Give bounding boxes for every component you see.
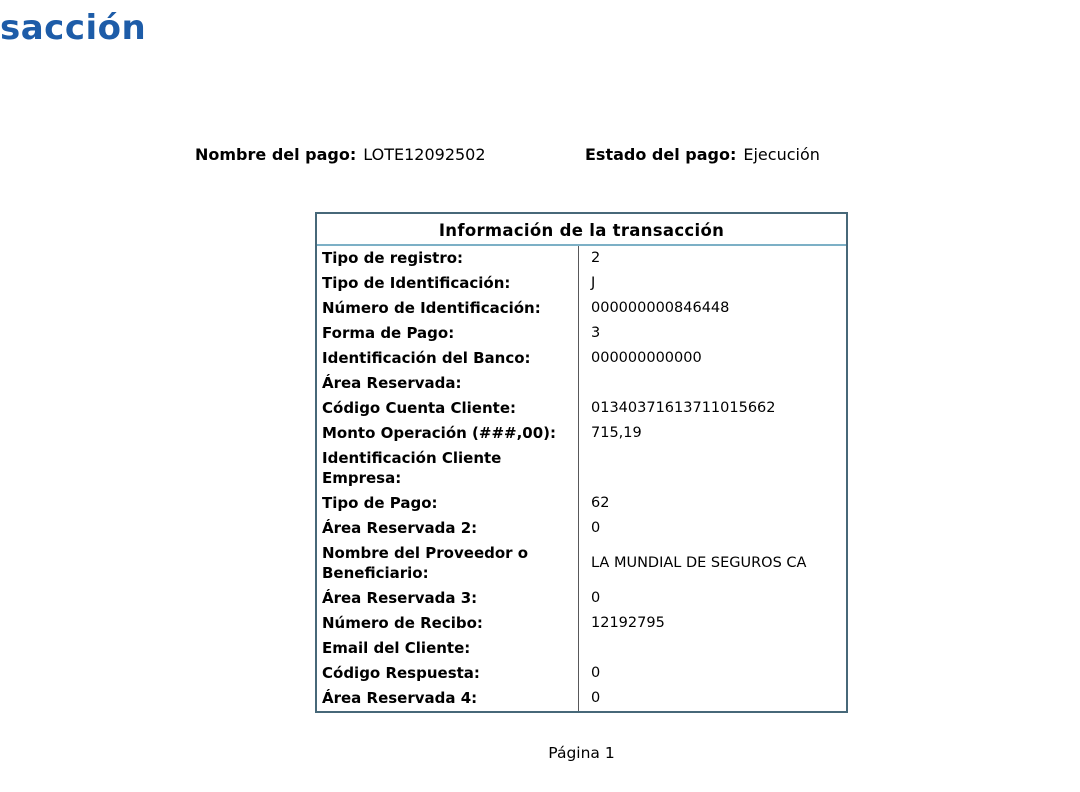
row-label: Email del Cliente: — [322, 639, 471, 657]
table-row — [317, 491, 846, 516]
table-title: Información de la transacción — [317, 214, 846, 246]
row-value — [578, 636, 846, 661]
row-value: LA MUNDIAL DE SEGUROS CA — [578, 541, 846, 586]
row-label: Área Reservada: — [322, 374, 462, 392]
row-label: Tipo de registro: — [322, 249, 464, 267]
table-row — [317, 686, 846, 711]
page-number: Página 1 — [548, 744, 615, 762]
table-row — [317, 396, 846, 421]
row-value: J — [578, 271, 846, 296]
row-label: Número de Recibo: — [322, 614, 483, 632]
row-value: 000000000846448 — [578, 296, 846, 321]
table-row — [317, 371, 846, 396]
payment-name-line — [195, 145, 486, 164]
table-row — [317, 661, 846, 686]
payment-name-label: Nombre del pago: — [195, 145, 357, 164]
table-row — [317, 246, 846, 271]
table-row — [317, 611, 846, 636]
row-label: Nombre del Proveedor o Beneficiario: — [322, 544, 529, 582]
payment-status-label: Estado del pago: — [585, 145, 737, 164]
row-value: 0 — [578, 661, 846, 686]
page-title-fragment: sacción — [0, 8, 147, 48]
row-value: 000000000000 — [578, 346, 846, 371]
payment-status-value: Ejecución — [743, 145, 820, 164]
row-label: Monto Operación (###,00): — [322, 424, 557, 442]
table-row — [317, 421, 846, 446]
table-row — [317, 541, 846, 586]
table-row — [317, 321, 846, 346]
row-value: 715,19 — [578, 421, 846, 446]
table-row — [317, 636, 846, 661]
row-label: Número de Identificación: — [322, 299, 541, 317]
row-label: Tipo de Pago: — [322, 494, 438, 512]
row-value: 12192795 — [578, 611, 846, 636]
row-label: Código Cuenta Cliente: — [322, 399, 516, 417]
row-label: Área Reservada 3: — [322, 589, 478, 607]
row-label: Forma de Pago: — [322, 324, 455, 342]
row-value — [578, 446, 846, 491]
table-body — [317, 246, 846, 711]
row-label: Área Reservada 4: — [322, 689, 478, 707]
table-row — [317, 446, 846, 491]
table-row — [317, 586, 846, 611]
row-value: 0 — [578, 686, 846, 711]
row-label: Área Reservada 2: — [322, 519, 478, 537]
payment-name-value: LOTE12092502 — [363, 145, 486, 164]
table-row — [317, 296, 846, 321]
row-label: Identificación Cliente Empresa: — [322, 449, 502, 487]
row-label: Código Respuesta: — [322, 664, 480, 682]
row-value: 0 — [578, 516, 846, 541]
row-value — [578, 371, 846, 396]
table-row — [317, 516, 846, 541]
table-row — [317, 271, 846, 296]
row-value: 01340371613711015662 — [578, 396, 846, 421]
row-value: 0 — [578, 586, 846, 611]
transaction-info-table — [315, 212, 848, 713]
row-value: 62 — [578, 491, 846, 516]
table-row — [317, 346, 846, 371]
row-value: 2 — [578, 246, 846, 271]
payment-status-line — [585, 145, 820, 164]
row-label: Identificación del Banco: — [322, 349, 531, 367]
row-label: Tipo de Identificación: — [322, 274, 511, 292]
row-value: 3 — [578, 321, 846, 346]
